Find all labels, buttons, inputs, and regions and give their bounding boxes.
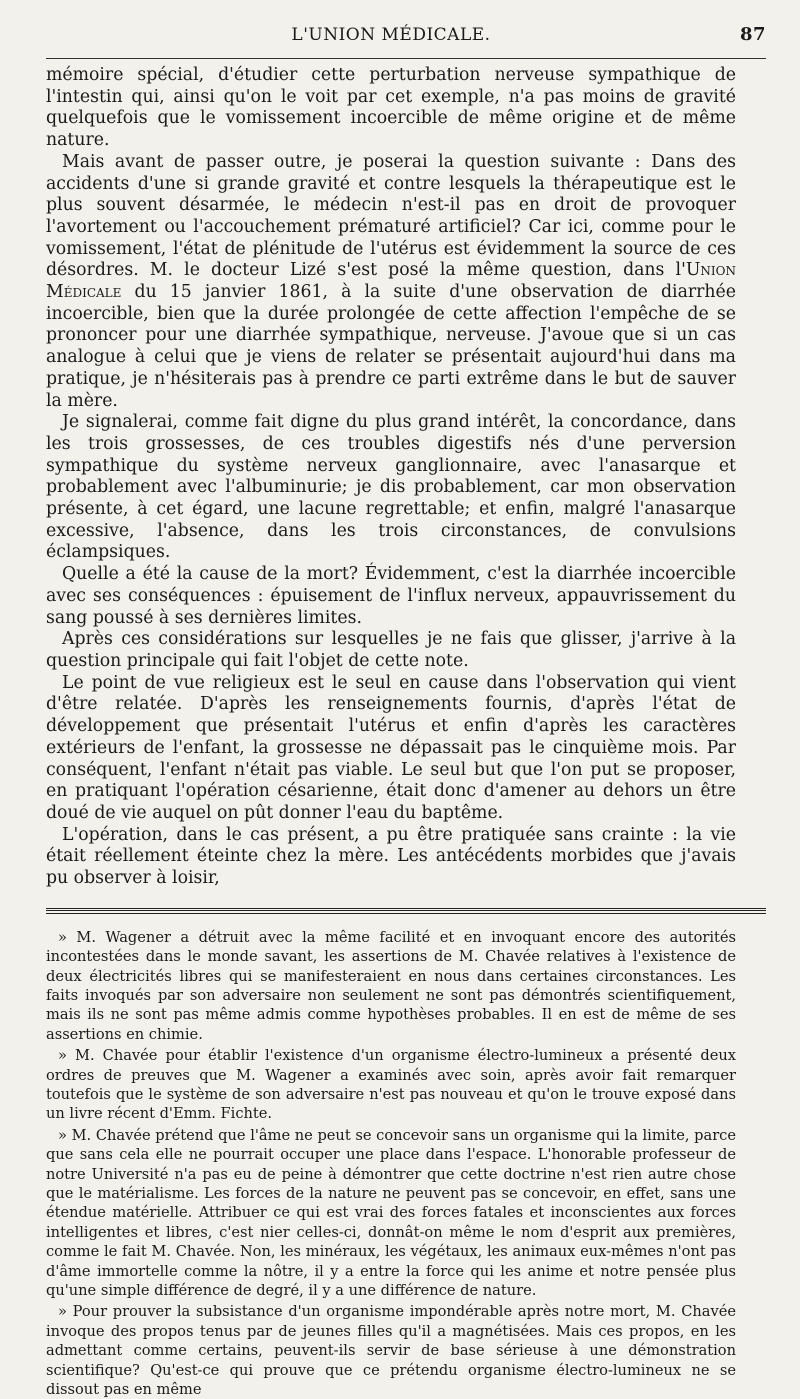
paragraph-5: Après ces considérations sur lesquelles je ne fais que glisser, j'arrive à la question principale qui fait l'objet de cette note. [46, 629, 736, 671]
paragraph-2 [46, 152, 736, 412]
footnote-paragraph: » Pour prouver la subsistance d'un organisme impondérable après notre mort, M. Chavée invoque des propos tenus par de jeunes filles qu'il a magnétisées. Mais ces propos, en les admettant comme certains, peuvent-ils servir de base sérieuse à une démonstration scientifique? Qu'est-ce qui prouve que ce prétendu organisme électro-lumineux ne se dissout pas en même [46, 1303, 736, 1399]
paragraph-3: Je signalerai, comme fait digne du plus grand intérêt, la concordance, dans les trois grossesses, de ces troubles digestifs nés d'une perversion sympathique du système nerveux ganglionnaire, avec l'anasarque et probablement avec l'albuminurie; je dis probablement, car mon observation présente, à cet égard, une lacune regrettable; et enfin, malgré l'anasarque excessive, l'absence, dans les trois circonstances, de convulsions éclampsiques. [46, 412, 736, 563]
footnotes [46, 928, 736, 1399]
header-rule [46, 58, 766, 59]
paragraph-1: mémoire spécial, d'étudier cette perturbation nerveuse sympathique de l'intestin qui, ainsi qu'on le voit par cet exemple, n'a pas moins de gravité quelquefois que le vomissement incoercible de même origine et de même nature. [46, 65, 736, 151]
footnote-separator [46, 908, 766, 914]
running-title: L'UNION MÉDICALE. [291, 25, 491, 45]
footnote-paragraph: » M. Wagener a détruit avec la même facilité et en invoquant encore des autorités incontestées dans le monde savant, les assertions de M. Chavée relatives à l'existence de deux électricités libres qui se manifesteraient en nous dans certaines circonstances. Les faits invoqués par son adversaire non seulement ne sont pas démontrés scientifiquement, mais ils ne sont pas même admis comme hypothèses probables. Il en est de même de ses assertions en chimie. [46, 928, 736, 1043]
paragraph-7: L'opération, dans le cas présent, a pu être pratiquée sans crainte : la vie était réellement éteinte chez la mère. Les antécédents morbides que j'avais pu observer à loisir, [46, 824, 736, 889]
running-head [46, 20, 766, 58]
paragraph-6: Le point de vue religieux est le seul en cause dans l'observation qui vient d'être relatée. D'après les renseignements fournis, d'après l'état de développement que présentait l'utérus et enfin d'après les caractères extérieurs de l'enfant, la grossesse ne dépassait pas le cinquième mois. Par conséquent, l'enfant n'était pas viable. Le seul but que l'on put se proposer, en pratiquant l'opération césarienne, était donc d'amener au dehors un être doué de vie auquel on pût donner l'eau du baptême. [46, 672, 736, 823]
paragraph-4: Quelle a été la cause de la mort? Évidemment, c'est la diarrhée incoercible avec ses conséquences : épuisement de l'influx nerveux, appauvrissement du sang poussé à ses dernières limites. [46, 564, 736, 628]
footnote-paragraph: » M. Chavée pour établir l'existence d'un organisme électro-lumineux a présenté deux ordres de preuves que M. Wagener a examinés avec soin, après avoir fait remarquer toutefois que le système de son adversaire n'est pas nouveau et qu'on le trouve exposé dans un livre récent d'Emm. Fichte. [46, 1047, 736, 1123]
main-text [46, 65, 736, 890]
journal-name: Union Médicale [46, 260, 736, 303]
footnote-paragraph: » M. Chavée prétend que l'âme ne peut se concevoir sans un organisme qui la limite, parce que sans cela elle ne pourrait occuper une place dans l'espace. L'honorable professeur de notre Université n'a pas eu de peine à démontrer que cette doctrine n'est rien autre chose que le matérialisme. Les forces de la nature ne peuvent pas se concevoir, en effet, sans une étendue matérielle. Attribuer ce qui est vrai des forces fatales et inconscientes aux forces intelligentes et libres, c'est nier celles-ci, donnât-on même le nom d'esprit aux premières, comme le fait M. Chavée. Non, les minéraux, les végétaux, les animaux eux-mêmes n'ont pas d'âme immortelle comme la nôtre, il y a entre la force qui les anime et notre pensée plus qu'une simple différence de degré, il y a une différence de nature. [46, 1126, 736, 1300]
paragraph-2-start: Mais avant de passer outre, je poserai la question suivante : Dans des accidents d'une si grande gravité et contre lesquels la thérapeutique est le plus souvent désarmée, le médecin n'est-il pas en droit de provoquer l'avortement ou l'accouchement prématuré artificiel? Car ici, comme pour le vomissement, l'état de plénitude de l'utérus est évidemment la source de ces désordres. M. le docteur Lizé s'est posé la même question, dans l' [46, 151, 736, 281]
page-number: 87 [739, 24, 766, 45]
paragraph-2-end: du 15 janvier 1861, à la suite d'une observation de diarrhée incoercible, bien que la durée prolongée de cette affection l'empêche de se prononcer pour une diarrhée sympathique, nerveuse. J'avoue que si un cas analogue à celui que je viens de relater se présentait aujourd'hui dans ma pratique, je n'hésiterais pas à prendre ce parti extrême dans le but de sauver la mère. [46, 282, 736, 411]
